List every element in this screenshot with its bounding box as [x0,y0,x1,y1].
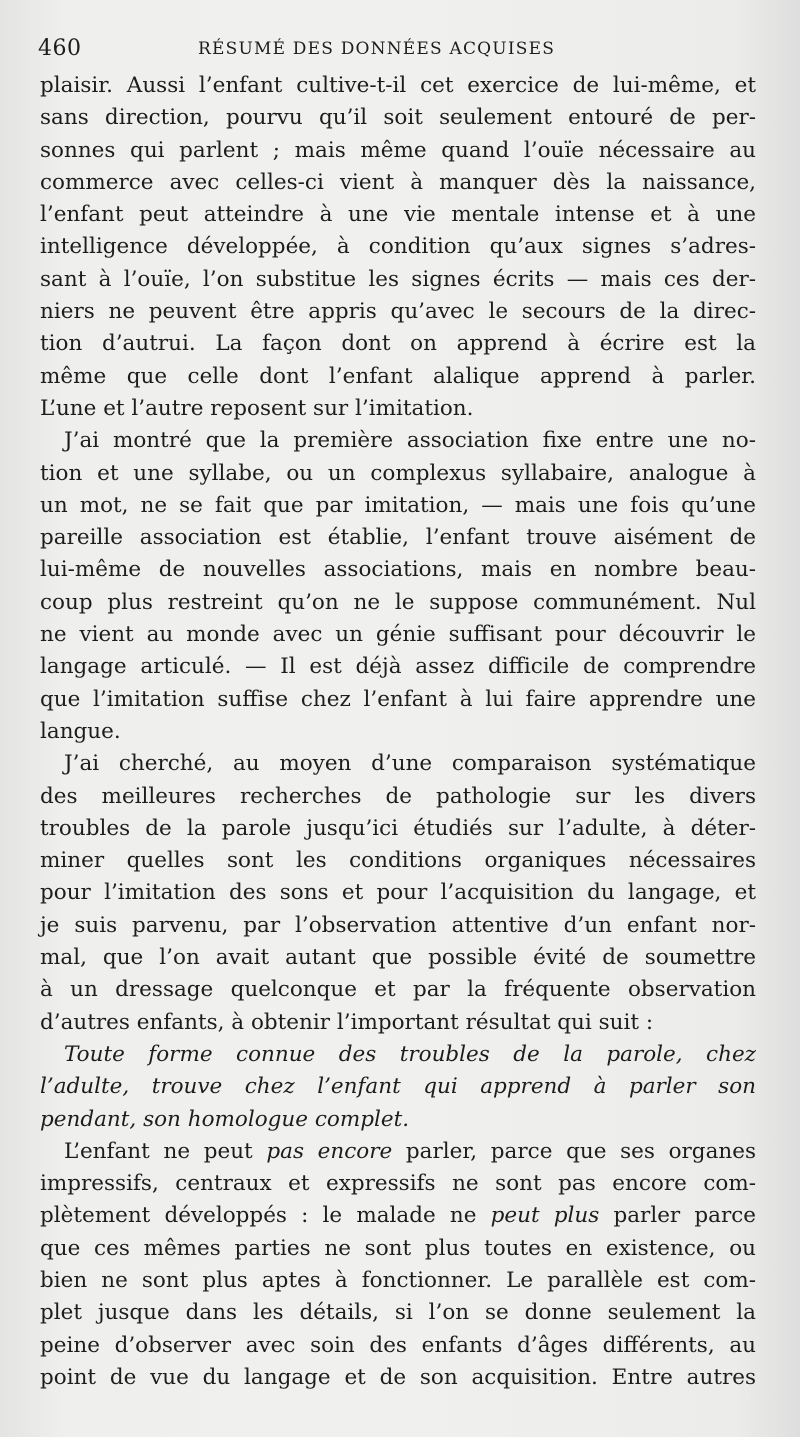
text-line: lui-même de nouvelles associations, mais en nombre beau- [40,557,756,583]
italic-phrase: peut plus [490,1203,600,1229]
italic-phrase: pas encore [266,1138,393,1164]
text-line: plet jusque dans les détails, si l’on se donne seulement la [40,1300,756,1326]
text-line: mal, que l’on avait autant que possible évité de soumettre [40,945,756,971]
text-line: plaisir. Aussi l’enfant cultive-t-il cet exercice de lui-même, et [40,73,756,98]
text-line: impressifs, centraux et expressifs ne sont pas encore com- [40,1171,756,1197]
text-line: pour l’imitation des sons et pour l’acquisition du langage, et [40,880,756,906]
text-line: niers ne peuvent être appris qu’avec le secours de la direc- [40,299,756,325]
text-line: même que celle dont l’enfant alalique apprend à parler. [40,363,756,389]
text-line: langue. [40,718,121,744]
body-text [40,70,756,1394]
text-line: sans direction, pourvu qu’il soit seulement entouré de per- [40,105,756,131]
italic-statement-line: l’adulte, trouve chez l’enfant qui apprend à parler son [40,1074,756,1100]
italic-statement-line: pendant, son homologue complet. [40,1106,410,1132]
text-line: peine d’observer avec soin des enfants d’âges différents, au [40,1332,756,1358]
page-number: 460 [38,36,82,61]
text-segment: parler parce [599,1203,757,1229]
text-line: langage articulé. — Il est déjà assez difficile de comprendre [40,654,756,680]
text-line: à un dressage quelconque et par la fréquente observation [40,977,756,1003]
text-line: L’une et l’autre reposent sur l’imitation. [40,395,474,421]
page-header [38,36,746,68]
text-segment: parler, parce que ses organes [392,1138,756,1164]
text-line: sant à l’ouïe, l’on substitue les signes écrits — mais ces der- [40,266,756,292]
text-line: que ces mêmes parties ne sont plus toutes en existence, ou [40,1235,756,1261]
text-segment: plètement développés : le malade ne [40,1203,491,1229]
text-line: je suis parvenu, par l’observation attentive d’un enfant nor- [40,912,756,938]
text-line: J’ai cherché, au moyen d’une comparaison systématique [64,751,756,777]
text-line: un mot, ne se fait que par imitation, — mais une fois qu’une [40,492,756,518]
text-line: que l’imitation suffise chez l’enfant à lui faire apprendre une [40,686,756,712]
text-segment: L’enfant ne peut [64,1138,267,1164]
text-line: des meilleures recherches de pathologie sur les divers [40,783,756,809]
text-line [40,1136,756,1168]
running-title: RÉSUMÉ DES DONNÉES ACQUISES [198,39,556,59]
text-line: J’ai montré que la première association fixe entre une no- [64,428,756,454]
text-line: sonnes qui parlent ; mais même quand l’ouïe nécessaire au [40,137,756,163]
italic-statement-line: Toute forme connue des troubles de la parole, chez [64,1041,756,1067]
text-line: ne vient au monde avec un génie suffisant pour découvrir le [40,622,756,648]
text-line: pareille association est établie, l’enfant trouve aisément de [40,525,756,551]
text-line: coup plus restreint qu’on ne le suppose communément. Nul [40,589,756,615]
text-line: d’autres enfants, à obtenir l’important résultat qui suit : [40,1009,654,1035]
text-line: point de vue du langage et de son acquisition. Entre autres [40,1364,756,1390]
text-line: troubles de la parole jusqu’ici étudiés sur l’adulte, à déter- [40,815,756,841]
text-line: tion et une syllabe, ou un complexus syllabaire, analogue à [40,460,756,486]
text-line: miner quelles sont les conditions organiques nécessaires [40,848,756,874]
text-line: commerce avec celles-ci vient à manquer dès la naissance, [40,169,756,195]
text-line: l’enfant peut atteindre à une vie mentale intense et à une [40,202,756,228]
text-line: bien ne sont plus aptes à fonctionner. Le parallèle est com- [40,1267,756,1293]
text-line: intelligence développée, à condition qu’aux signes s’adres- [40,234,756,260]
text-line [40,1200,756,1232]
text-line: tion d’autrui. La façon dont on apprend à écrire est la [40,331,756,357]
